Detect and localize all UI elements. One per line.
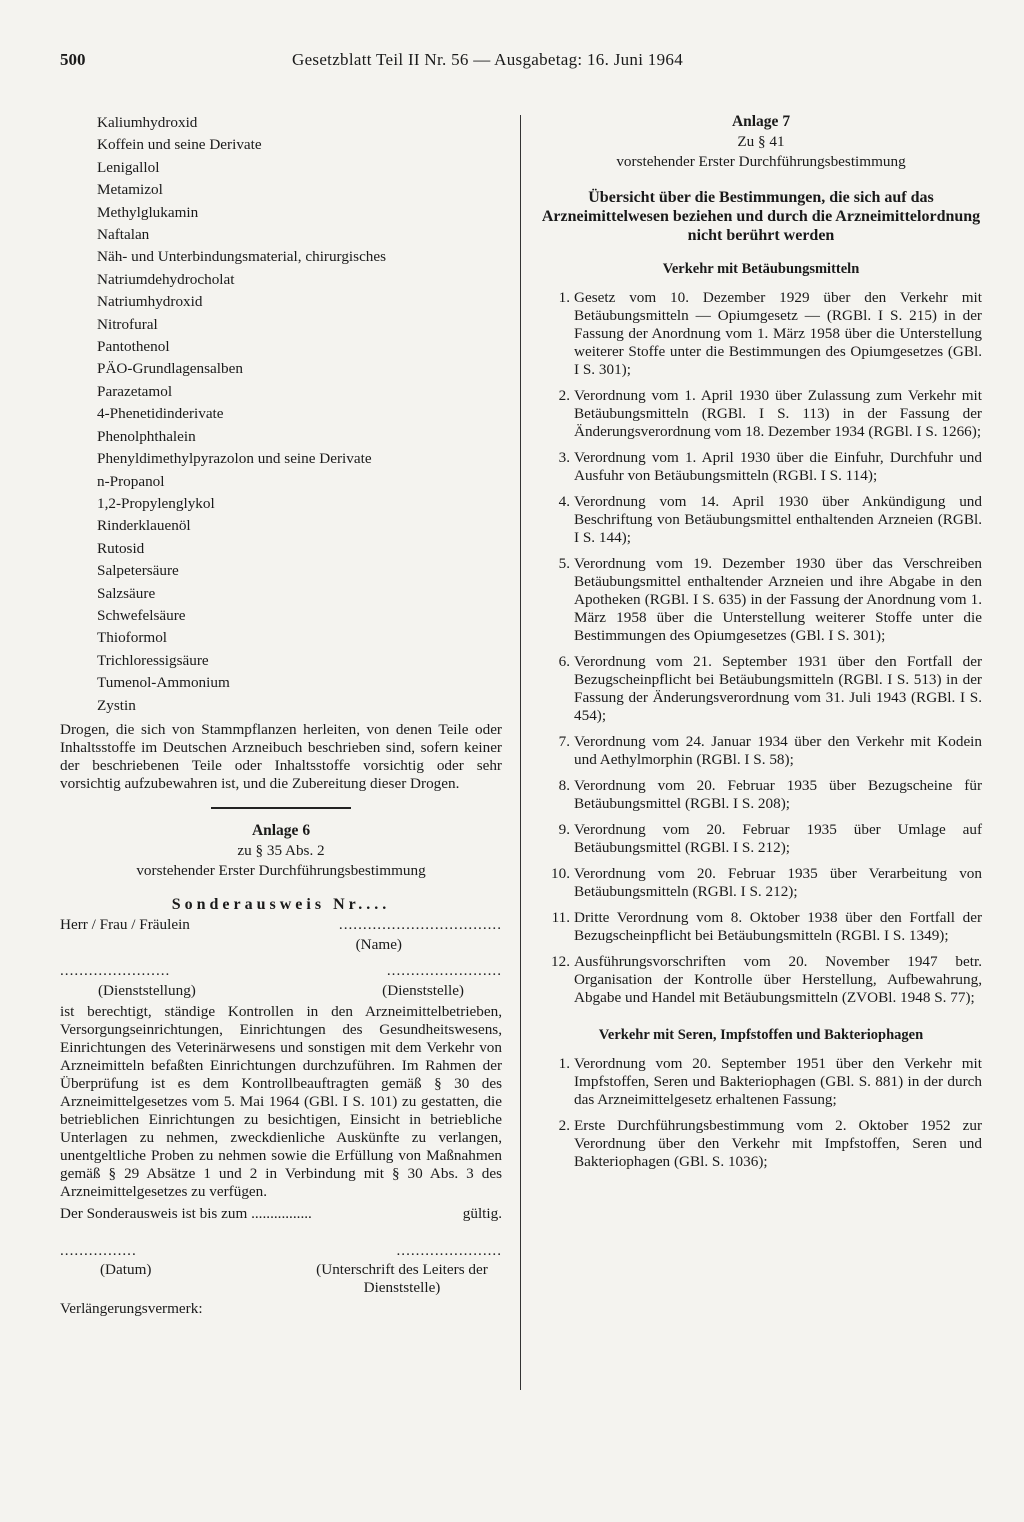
column-divider [520, 115, 521, 1390]
substance-item: Methylglukamin [97, 203, 199, 221]
signature-block [60, 1241, 502, 1297]
section1-title: Verkehr mit Betäubungsmitteln [662, 261, 860, 277]
item-text: Ausführungsvorschriften vom 20. November 1947 betr. Organisation der Kontrolle über Herstellung, Aufbewahrung, Abgabe und Handel mit Betäubungsmitteln (ZVOBl. 1948 S. 77); [574, 953, 982, 1006]
anlage7-ref: Zu § 41 [737, 133, 785, 150]
substance-item: Naftalan [97, 226, 150, 244]
substance-item: n-Propanol [97, 472, 165, 490]
dienststelle-dots: ........................ [386, 961, 502, 979]
item-text: Erste Durchführungsbestimmung vom 2. Oktober 1952 zur Verordnung über den Verkehr mit Impfstoffen, Seren und Bakteriophagen (GBl. S. 1036); [574, 1117, 982, 1170]
item-number: 6. [558, 653, 570, 670]
substance-item: Salpetersäure [97, 562, 179, 580]
section2-list [540, 1055, 982, 1171]
item-number: 3. [558, 449, 570, 466]
dienststellung-dots: ....................... [60, 961, 171, 979]
substance-item: Metamizol [97, 181, 163, 199]
item-number: 8. [558, 777, 570, 794]
substance-item: Lenigallol [97, 158, 160, 176]
item-text: Verordnung vom 20. Februar 1935 über Bezugscheine für Betäubungsmittel (RGBl. I S. 208); [574, 777, 982, 812]
section1-list [540, 289, 982, 1007]
regulation-item [540, 909, 982, 945]
anlage6-ref: zu § 35 Abs. 2 [237, 841, 325, 859]
substance-item: Phenolphthalein [97, 427, 196, 445]
form-body: ist berechtigt, ständige Kontrollen in den Arzneimittelbetrieben, Versorgungseinrichtungen, Einrichtungen des Gesundheitswesens, Einrichtungen des Veterinärwesens und sonstigen mit dem Verkehr von Arzneimitteln befaßten Einrichtungen durchzuführen. Im Rahmen der Überprüfung ist es dem Kontrollbeauftragten gemäß § 30 des Arzneimittelgesetzes vom 5. Mai 1964 (GBl. I S. 101) zu gestatten, die betrieblichen Einrichtungen zu besichtigen, Einsicht in betriebliche Unterlagen zu nehmen, zweckdienliche Auskünfte zu verlangen, unentgeltliche Proben zu nehmen sowie die Erfüllung von Maßnahmen gemäß § 29 Absätze 1 und 2 in Verbindung mit § 30 Abs. 3 des Arzneimittelgesetzes zu verfügen. [60, 1002, 502, 1200]
verlaengerung-label: Verlängerungsvermerk: [60, 1299, 203, 1317]
herr-label: Herr / Frau / Fräulein [60, 915, 190, 933]
regulation-item [540, 953, 982, 1007]
regulation-item [540, 777, 982, 813]
unterschrift-dots: ...................... [396, 1241, 502, 1259]
datum-caption: (Datum) [100, 1260, 152, 1278]
substance-item: Näh- und Unterbindungsmaterial, chirurgisches [97, 248, 387, 266]
dienststellung-caption: (Dienststellung) [98, 981, 196, 999]
gueltig-text: Der Sonderausweis ist bis zum ................ [60, 1204, 312, 1222]
section2-title: Verkehr mit Seren, Impfstoffen und Bakteriophagen [598, 1027, 924, 1043]
regulation-item [540, 821, 982, 857]
gueltig-row [60, 1203, 502, 1225]
item-text: Dritte Verordnung vom 8. Oktober 1938 über den Fortfall der Bezugscheinpflicht bei Betäubungsmitteln (RGBl. I S. 1349); [574, 909, 982, 944]
anlage7-title: Anlage 7 [731, 113, 791, 130]
regulation-item [540, 733, 982, 769]
regulation-item [540, 493, 982, 547]
regulation-item [540, 387, 982, 441]
item-text: Verordnung vom 21. September 1931 über den Fortfall der Bezugscheinpflicht bei Betäubungsmitteln (RGBl. I S. 513) in der Fassung der Änderungsverordnung vom 31. Juli 1943 (RGBl. I S. 454); [574, 653, 982, 724]
substance-item: Natriumdehydrocholat [97, 270, 235, 288]
item-text: Verordnung vom 14. April 1930 über Ankündigung und Beschriftung von Betäubungsmittel enthaltenden Arzneien (RGBl. I S. 144); [574, 493, 982, 546]
item-number: 1. [558, 289, 570, 306]
item-number: 9. [558, 821, 570, 838]
name-dots: .................................. [338, 915, 502, 933]
substance-item: 4-Phenetidinderivate [97, 405, 224, 423]
anlage6-title: Anlage 6 [251, 821, 311, 839]
form-title: Sonderausweis Nr.... [171, 895, 391, 913]
regulation-item [540, 865, 982, 901]
substance-item: Rutosid [97, 539, 145, 557]
form-name-row [60, 915, 502, 935]
item-number: 11. [551, 909, 570, 926]
substance-item: Nitrofural [97, 315, 158, 333]
regulation-item [540, 1117, 982, 1171]
substance-list [97, 112, 502, 717]
substance-item: PÄO-Grundlagensalben [97, 360, 243, 378]
anlage7-subtitle: vorstehender Erster Durchführungsbestimmung [616, 153, 906, 170]
anlage7-heading: Übersicht über die Bestimmungen, die sich auf das Arzneimittelwesen beziehen und durch die Arzneimittelordnung nicht berührt werden [541, 189, 981, 244]
item-text: Verordnung vom 20. Februar 1935 über Umlage auf Betäubungsmittel (RGBl. I S. 212); [574, 821, 982, 856]
running-title: Gesetzblatt Teil II Nr. 56 — Ausgabetag: 16. Juni 1964 [292, 50, 683, 69]
item-number: 2. [558, 387, 570, 404]
regulation-item [540, 289, 982, 379]
substance-item: Schwefelsäure [97, 606, 186, 624]
substance-item: Zystin [97, 696, 136, 714]
drogen-paragraph: Drogen, die sich von Stammpflanzen herleiten, von denen Teile oder Inhaltsstoffe im Deutschen Arzneibuch beschrieben sind, sofern keiner der beschriebenen Teile oder Inhaltsstoffe vorsichtig oder sehr vorsichtig aufzubewahren ist, und die Zubereitung dieser Drogen. [60, 720, 502, 792]
item-text: Gesetz vom 10. Dezember 1929 über den Verkehr mit Betäubungsmitteln — Opiumgesetz — (RGBl. I S. 215) in der Fassung der Anordnung vom 1. März 1958 über die Unterstellung weiterer Stoffe unter die Bestimmungen des Opiumgesetzes (GBl. I S. 301); [574, 289, 982, 378]
unterschrift-caption: (Unterschrift des Leiters der Dienststelle) [316, 1260, 488, 1296]
page-number: 500 [60, 50, 86, 69]
item-number: 7. [558, 733, 570, 750]
regulation-item [540, 555, 982, 645]
substance-item: Tumenol-Ammonium [97, 674, 230, 692]
signature-dots-row [60, 1241, 502, 1261]
item-text: Verordnung vom 1. April 1930 über Zulassung zum Verkehr mit Betäubungsmitteln (RGBl. I S. 113) in der Fassung der Änderungsverordnung vom 18. Dezember 1934 (RGBl. I S. 1266); [574, 387, 982, 440]
dienst-caption-row [60, 981, 502, 1001]
gueltig-word: gültig. [462, 1204, 502, 1222]
substance-item: Phenyldimethylpyrazolon und seine Derivate [97, 450, 372, 468]
anlage6-subtitle: vorstehender Erster Durchführungsbestimmung [136, 861, 426, 879]
substance-item: 1,2-Propylenglykol [97, 494, 215, 512]
substance-item: Parazetamol [97, 382, 173, 400]
item-text: Verordnung vom 20. Februar 1935 über Verarbeitung von Betäubungsmitteln (RGBl. I S. 212); [574, 865, 982, 900]
dienststelle-caption: (Dienststelle) [382, 981, 464, 999]
item-number: 2. [558, 1117, 570, 1134]
substance-item: Rinderklauenöl [97, 517, 191, 535]
item-number: 1. [558, 1055, 570, 1072]
right-column [540, 112, 982, 1179]
item-text: Verordnung vom 19. Dezember 1930 über das Verschreiben Betäubungsmittel enthaltender Arzneien und ihre Abgabe in den Apotheken (RGBl. I S. 635) in der Fassung der Anordnung vom 1. März 1958 über die Unterstellung weiterer Stoffe unter die Bestimmungen des Opiumgesetzes (GBl. I S. 301); [574, 555, 982, 644]
signature-caption-row [60, 1261, 502, 1297]
item-text: Verordnung vom 20. September 1951 über den Verkehr mit Impfstoffen, Seren und Bakteriophagen (GBl. S. 881) in der durch das Arzneimittelgesetz erhaltenen Fassung; [574, 1055, 982, 1108]
item-number: 12. [551, 953, 570, 970]
substance-item: Thioformol [97, 629, 168, 647]
name-caption: (Name) [355, 935, 402, 953]
left-column [60, 112, 502, 1319]
item-text: Verordnung vom 24. Januar 1934 über den Verkehr mit Kodein und Aethylmorphin (RGBl. I S. 58); [574, 733, 982, 768]
section-rule [211, 807, 351, 809]
item-number: 5. [558, 555, 570, 572]
substance-item: Trichloressigsäure [97, 651, 209, 669]
substance-item: Natriumhydroxid [97, 293, 203, 311]
page-header [60, 50, 964, 76]
regulation-item [540, 653, 982, 725]
datum-dots: ................ [60, 1241, 137, 1259]
item-number: 4. [558, 493, 570, 510]
substance-item: Kaliumhydroxid [97, 114, 198, 131]
item-text: Verordnung vom 1. April 1930 über die Einfuhr, Durchfuhr und Ausfuhr von Betäubungsmitteln (RGBl. I S. 114); [574, 449, 982, 484]
substance-item: Salzsäure [97, 584, 156, 602]
regulation-item [540, 449, 982, 485]
item-number: 10. [551, 865, 570, 882]
dienst-dots-row [60, 961, 502, 981]
regulation-item [540, 1055, 982, 1109]
substance-item: Pantothenol [97, 338, 170, 356]
substance-item: Koffein und seine Derivate [97, 136, 262, 154]
